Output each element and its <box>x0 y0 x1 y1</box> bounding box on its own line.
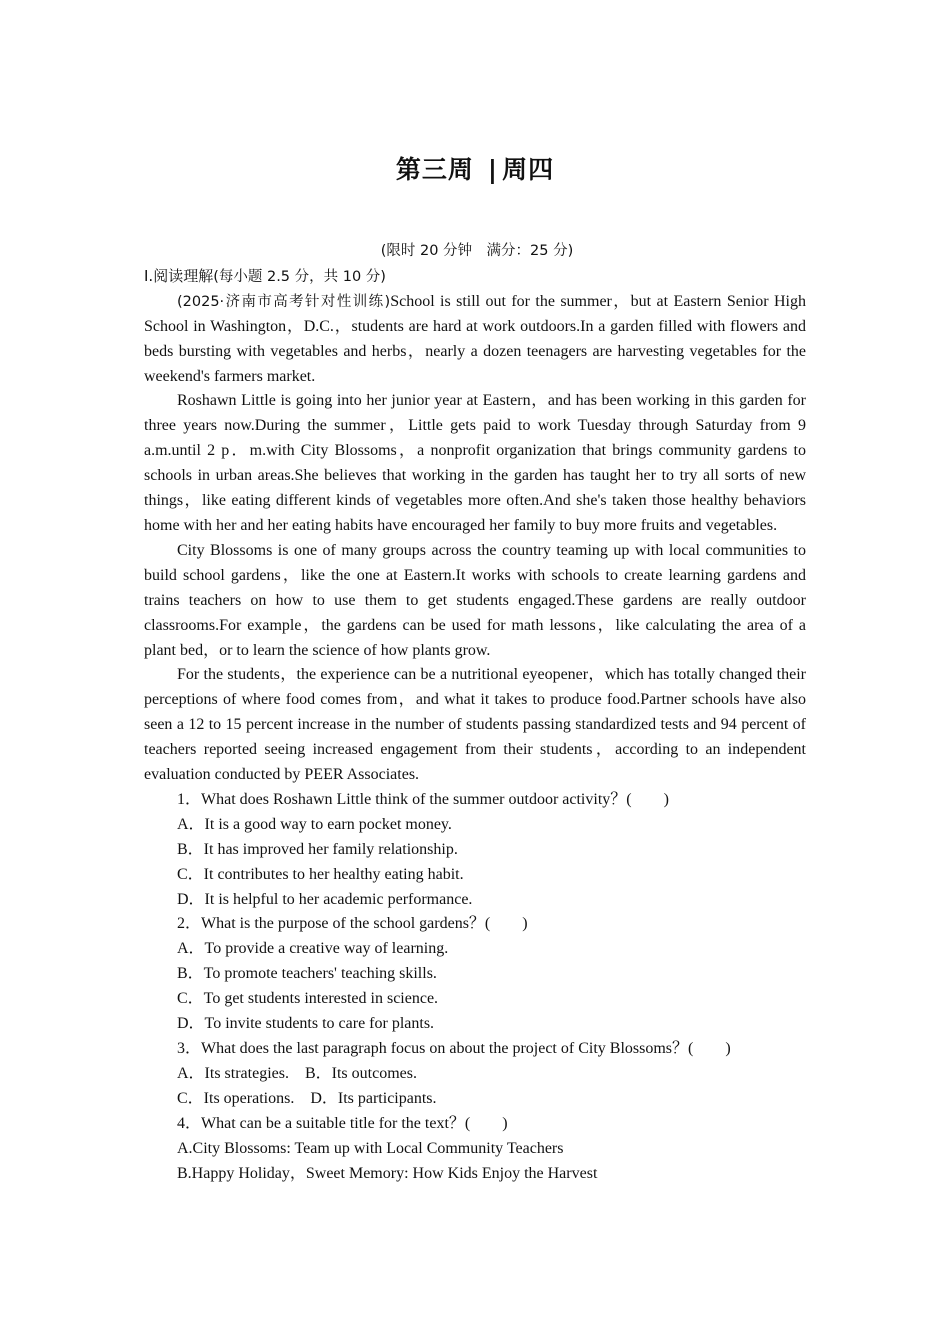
answer-option: C．Its operations. D．Its participants. <box>177 1089 437 1107</box>
page-title <box>0 150 950 186</box>
document-body <box>144 239 806 1186</box>
answer-option: B.Happy Holiday，Sweet Memory: How Kids Enjoy the Harvest <box>177 1164 598 1182</box>
passage-paragraph: Roshawn Little is going into her junior year at Eastern，and has been working in this garden for three years now.During the summer，Little gets paid to work Tuesday through Saturday from 9 a.m.until 2 p．m.with City Blossoms，a nonprofit organization that brings community gardens to schools in urban areas.She believes that working in the garden has taught her to try all sorts of new things，like eating different kinds of vegetables more often.And she's taken those healthy behaviors home with her and her eating habits have encouraged her family to buy more fruits and vegetables. <box>144 392 806 534</box>
question-stem: 3．What does the last paragraph focus on about the project of City Blossoms？( ) <box>177 1040 731 1057</box>
section-note: (每小题 2.5 分，共 10 分) <box>213 268 386 285</box>
section-heading <box>144 264 806 290</box>
passage-paragraph: For the students，the experience can be a nutritional eyeopener，which has totally changed their perceptions of where food comes from，and what it takes to produce food.Partner schools have also seen a 12 to 15 percent increase in the number of students passing standardized tests and 94 percent of teachers reported seeing increased engagement from their students，according to an independent evaluation conducted by PEER Associates. <box>144 666 806 784</box>
question-stem: 1．What does Roshawn Little think of the summer outdoor activity？( ) <box>177 790 669 808</box>
answer-option: C．To get students interested in science. <box>177 990 439 1008</box>
title-day: 周四 <box>502 155 555 184</box>
question-stem: 4．What can be a suitable title for the text？( ) <box>177 1114 508 1132</box>
title-week: 第三周 <box>395 155 474 184</box>
answer-option: B．To promote teachers' teaching skills. <box>177 965 437 983</box>
paragraph-text: School is still out for the summer，but at Eastern Senior High School in Washington，D.C.，students are hard at work outdoors.In a garden filled with flowers and beds bursting with vegetables and herbs，nearly a dozen teenagers are harvesting vegetables for the weekend's farmers market. <box>144 292 806 385</box>
section-label: Ⅰ.阅读理解 <box>144 266 214 285</box>
answer-option: A．Its strategies. B．Its outcomes. <box>177 1064 417 1082</box>
answer-option: C．It contributes to her healthy eating habit. <box>177 865 464 883</box>
answer-option: B．It has improved her family relationship. <box>177 840 458 858</box>
answer-option: A．It is a good way to earn pocket money. <box>177 815 452 833</box>
answer-option: D．To invite students to care for plants. <box>177 1015 435 1033</box>
passage-paragraph <box>144 290 806 390</box>
answer-option: D．It is helpful to her academic performance. <box>177 890 473 908</box>
answer-option: A.City Blossoms: Team up with Local Community Teachers <box>177 1139 564 1157</box>
answer-option: A．To provide a creative way of learning. <box>177 940 449 958</box>
title-separator: | <box>487 155 499 184</box>
time-limit: (限时 20 分钟 满分：25 分) <box>380 243 574 259</box>
question-stem: 2．What is the purpose of the school gardens？( ) <box>177 915 528 933</box>
passage-source: (2025·济南市高考针对性训练) <box>177 293 391 310</box>
passage-paragraph: City Blossoms is one of many groups across the country teaming up with local communities to build school gardens，like the one at Eastern.It works with schools to create learning gardens and trains teachers on how to use them to get students engaged.These gardens are really outdoor classrooms.For example，the gardens can be used for math lessons，like calculating the area of a plant bed，or to learn the science of how plants grow. <box>144 541 806 659</box>
